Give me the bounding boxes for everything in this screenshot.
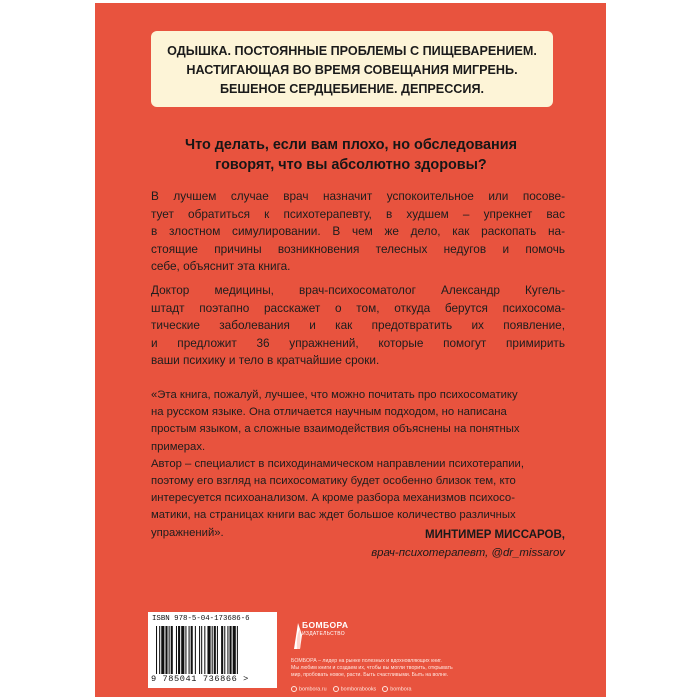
- symptoms-banner: [151, 31, 553, 107]
- barcode-bar: [237, 626, 238, 674]
- barcode-bar: [217, 626, 218, 674]
- social-link[interactable]: [382, 686, 411, 692]
- paragraph-line: тует обратиться к психотерапевту, в худшем – упрекнет вас: [151, 206, 565, 221]
- barcode-bar: [171, 626, 173, 674]
- book-back-cover: [95, 3, 606, 697]
- description-paragraph-2: [151, 282, 565, 370]
- isbn-text: ISBN 978-5-04-173686-6: [152, 615, 250, 623]
- vk-icon: [333, 686, 339, 692]
- barcode-bar: [159, 626, 160, 674]
- globe-icon: [291, 686, 297, 692]
- question-line: Что делать, если вам плохо, но обследования: [185, 137, 517, 153]
- barcode: [148, 612, 277, 688]
- paragraph-line: тические заболевания и как предотвратить их появление,: [151, 318, 565, 333]
- barcode-digits: 9 785041 736866 >: [151, 674, 249, 684]
- barcode-bar: [178, 626, 180, 674]
- banner-line: НАСТИГАЮЩАЯ ВО ВРЕМЯ СОВЕЩАНИЯ МИГРЕНЬ.: [186, 63, 518, 77]
- barcode-bars: [156, 626, 270, 674]
- publisher-about-line: Мы любим книги и создаем их, чтобы вы могли творить, открывать: [291, 665, 453, 671]
- barcode-bar: [212, 626, 213, 674]
- barcode-bar: [221, 626, 223, 674]
- publisher-subtitle: ИЗДАТЕЛЬСТВО: [302, 631, 345, 637]
- quote-line: поэтому его взгляд на психосоматику будет особенно близок тем, кто: [151, 475, 516, 488]
- barcode-bar: [227, 626, 228, 674]
- barcode-bar: [176, 626, 177, 674]
- quote-line: примерах.: [151, 440, 206, 453]
- telegram-icon: [382, 686, 388, 692]
- paragraph-line: ваши психику и тело в кратчайшие сроки.: [151, 353, 380, 368]
- barcode-bar: [181, 626, 184, 674]
- social-link[interactable]: [291, 686, 327, 692]
- barcode-bar: [165, 626, 167, 674]
- paragraph-line: и предложит 36 упражнений, которые помогут примирить: [151, 335, 565, 350]
- paragraph-line: Доктор медицины, врач-психосоматолог Александр Кугель-: [151, 283, 565, 297]
- social-link-label: bomborabooks: [340, 686, 377, 693]
- barcode-bar: [204, 626, 205, 674]
- barcode-bar: [224, 626, 225, 674]
- barcode-bar: [207, 626, 210, 674]
- quote-line: простым языком, а сложные взаимодействия объяснены на понятных: [151, 423, 520, 436]
- barcode-bar: [161, 626, 164, 674]
- barcode-bar: [169, 626, 170, 674]
- paragraph-line: штадт поэтапно расскажет о том, откуда берутся психосома-: [151, 300, 565, 315]
- barcode-bar: [185, 626, 186, 674]
- barcode-bar: [156, 626, 157, 674]
- paragraph-line: В лучшем случае врач назначит успокоительное или посове-: [151, 189, 565, 203]
- banner-line: БЕШЕНОЕ СЕРДЦЕБИЕНИЕ. ДЕПРЕССИЯ.: [219, 82, 485, 96]
- social-link-label: bombora.ru: [299, 686, 327, 693]
- barcode-bar: [233, 626, 236, 674]
- quote-line: «Эта книга, пожалуй, лучшее, что можно почитать про психосоматику: [151, 389, 518, 401]
- review-quote: [151, 387, 565, 542]
- barcode-bar: [191, 626, 193, 674]
- quote-author-name: МИНТИМЕР МИССАРОВ,: [425, 529, 565, 541]
- publisher-about-line: БОМБОРА – лидер на рынке полезных и вдохновляющих книг.: [291, 658, 442, 664]
- publisher-social-links: [291, 686, 412, 692]
- description-paragraph-1: [151, 188, 565, 276]
- publisher-name: БОМБОРА: [302, 620, 349, 630]
- banner-line: ОДЫШКА. ПОСТОЯННЫЕ ПРОБЛЕМЫ С ПИЩЕВАРЕНИЕМ.: [167, 44, 537, 58]
- barcode-bar: [195, 626, 196, 674]
- barcode-bar: [199, 626, 200, 674]
- paragraph-line: стоящие причины возникновения телесных недугов и помочь: [151, 241, 565, 256]
- quote-line: упражнений».: [151, 526, 224, 539]
- quote-line: Автор – специалист в психодинамическом направлении психотерапии,: [151, 457, 525, 470]
- barcode-bar: [189, 626, 190, 674]
- paragraph-line: себе, объяснит эта книга.: [151, 259, 291, 274]
- barcode-bar: [230, 626, 232, 674]
- quote-line: матики, на страницах книги вас ждет большое количество различных: [151, 509, 516, 522]
- barcode-bar: [214, 626, 216, 674]
- publisher-about: [291, 658, 491, 679]
- quote-author-role: врач-психотерапевт, @dr_missarov: [371, 547, 565, 559]
- paragraph-line: в злостном симулировании. В чем же дело, как раскопать на-: [151, 224, 565, 239]
- social-link[interactable]: [333, 686, 377, 692]
- question-line: говорят, что вы абсолютно здоровы?: [215, 157, 487, 173]
- quote-line: на русском языке. Она отличается научным подходом, но написана: [151, 406, 507, 419]
- publisher-about-line: мир, пробовать новое, расти. Быть счастливыми. Быть на волне.: [291, 672, 449, 678]
- barcode-bar: [201, 626, 202, 674]
- quote-line: интересуется психоанализом. А кроме разбора механизмов психосо-: [151, 492, 515, 505]
- headline-question: [161, 135, 541, 175]
- social-link-label: bombora: [390, 686, 412, 693]
